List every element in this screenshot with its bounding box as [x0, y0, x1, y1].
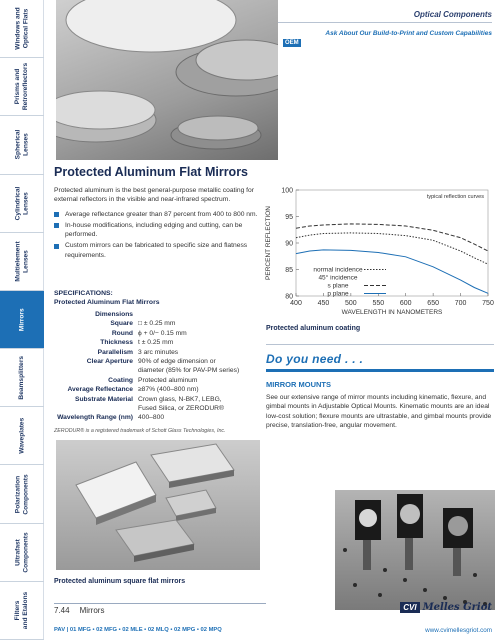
specifications-table — [54, 310, 264, 423]
sidebar-tab-label: Prisms and Retroreflectors — [14, 63, 29, 111]
spec-label: Wavelength Range (nm) — [57, 414, 133, 422]
sidebar-tab-label: Waveplates — [18, 417, 26, 454]
spec-row — [54, 348, 264, 357]
chart-caption: Protected aluminum coating — [266, 325, 361, 332]
dyn-divider — [266, 344, 494, 345]
brand-logo: CVI Melles Griot — [400, 602, 492, 613]
spec-row — [54, 404, 264, 413]
bullet-square-icon — [54, 223, 59, 228]
sidebar-tab[interactable] — [0, 233, 44, 291]
reflection-chart — [262, 180, 498, 320]
product-intro: Protected aluminum is the best general-purpose metallic coating for external reflectors in the visible and near-infrared spectrum. — [54, 187, 254, 204]
sidebar-tab-label: Spherical Lenses — [14, 130, 29, 160]
y-tick-label: 90 — [285, 240, 293, 248]
spec-value: ϕ + 0/− 0.15 mm — [138, 329, 187, 337]
spec-label: Clear Aperture — [86, 358, 133, 366]
dyn-accent-bar — [266, 369, 494, 372]
build-to-print-link[interactable]: Ask About Our Build-to-Print and Custom Capabilities — [325, 30, 492, 37]
chart-title: typical reflection curves — [426, 194, 484, 200]
website-link[interactable]: www.cvimellesgriot.com — [425, 627, 492, 634]
sidebar-tab[interactable] — [0, 407, 44, 465]
y-axis-label: PERCENT REFLECTION — [265, 206, 272, 280]
spec-value: □ ± 0.25 mm — [138, 320, 176, 328]
section-title: Optical Components — [413, 10, 492, 19]
mirror-mounts-photo — [335, 490, 495, 610]
sidebar-tab-label: Filters and Etalons — [14, 591, 29, 630]
legend-label: 45° incidence — [318, 274, 358, 282]
do-you-need-heading: Do you need . . . — [266, 352, 364, 366]
oem-badge: OEM — [285, 40, 299, 46]
trademark-note: ZERODUR® is a registered trademark of Schott Glass Technologies, Inc. — [54, 428, 226, 434]
bullet-square-icon — [54, 244, 59, 249]
sidebar-tab[interactable] — [0, 58, 44, 116]
sidebar-tab[interactable] — [0, 291, 44, 349]
sidebar-tab[interactable] — [0, 0, 44, 58]
x-tick-label: 650 — [427, 300, 439, 307]
spec-value: Protected aluminum — [138, 376, 198, 384]
spec-value: diameter (85% for PAV-PM series) — [138, 367, 240, 375]
legend-label: s plane — [327, 282, 349, 290]
spec-row — [54, 319, 264, 328]
spec-row — [54, 366, 264, 375]
feature-item: Average reflectance greater than 87 percent from 400 to 800 nm. — [54, 210, 264, 219]
square-mirrors-caption: Protected aluminum square flat mirrors — [54, 578, 186, 585]
x-tick-label: 500 — [345, 300, 357, 307]
spec-label: Round — [111, 329, 133, 337]
spec-label: Thickness — [100, 339, 133, 347]
spec-row — [54, 376, 264, 385]
product-codes: PAV | 01 MFG • 02 MFG • 02 MLE • 02 MLQ • 02 MPG • 02 MPQ — [54, 627, 222, 633]
spec-value: ≥87% (400–800 nm) — [138, 386, 199, 394]
spec-row — [54, 385, 264, 394]
spec-label — [54, 366, 138, 375]
product-title: Protected Aluminum Flat Mirrors — [54, 165, 249, 179]
x-tick-label: 550 — [372, 300, 385, 307]
spec-label: Substrate Material — [75, 395, 133, 403]
spec-label: Coating — [108, 376, 133, 384]
sidebar-tab[interactable] — [0, 524, 44, 582]
series-line-1 — [296, 224, 488, 251]
spec-row — [54, 310, 264, 319]
x-tick-label: 600 — [399, 300, 412, 307]
x-tick-label: 700 — [454, 300, 467, 307]
feature-list — [54, 210, 264, 262]
spec-label — [54, 404, 138, 413]
spec-row — [54, 329, 264, 338]
y-tick-label: 95 — [285, 214, 293, 221]
spec-label: Parallelism — [97, 348, 133, 356]
section-sidebar — [0, 0, 44, 640]
round-mirrors-photo — [56, 0, 278, 160]
x-tick-label: 750 — [482, 300, 494, 307]
square-mirrors-photo — [56, 440, 260, 570]
y-tick-label: 100 — [281, 187, 293, 195]
y-tick-label: 80 — [285, 293, 293, 301]
sidebar-tab-label: Ultrafast Components — [14, 532, 29, 573]
sidebar-tab[interactable] — [0, 582, 44, 640]
mirror-mounts-text: See our extensive range of mirror mounts including kinematic, flexure, and gimbal mounts in Adjustable Optical Mounts. Kinematic mounts are an ideal low-cost solution; flexure mounts are ultrastable, and gimbal mounts provide precise, translation-free, angular movement. — [266, 394, 492, 430]
sidebar-tab[interactable] — [0, 175, 44, 233]
page-number: 7.44 Mirrors — [54, 606, 105, 615]
sidebar-tab[interactable] — [0, 116, 44, 174]
spec-value: Fused Silica, or ZERODUR® — [138, 405, 224, 413]
sidebar-tab-label: Mirrors — [18, 308, 26, 331]
sidebar-tab-label: Cylindrical Lenses — [14, 186, 29, 220]
spec-label: Dimensions — [95, 311, 133, 318]
sidebar-tab[interactable] — [0, 349, 44, 407]
mirror-mounts-heading: MIRROR MOUNTS — [266, 380, 331, 389]
legend-label: normal incidence — [313, 266, 363, 274]
footer-divider — [54, 603, 266, 604]
sidebar-tab-label: Polarization Components — [14, 473, 29, 515]
x-tick-label: 400 — [290, 300, 302, 307]
legend-label: p plane — [327, 290, 349, 298]
sidebar-tab-label: Windows and Optical Flats — [14, 7, 29, 50]
spec-value: Crown glass, N-BK7, LEBG, — [138, 395, 222, 403]
spec-value — [138, 310, 264, 319]
spec-row — [54, 357, 264, 366]
spec-label: Average Reflectance — [67, 386, 133, 394]
x-tick-label: 450 — [317, 300, 330, 307]
sidebar-tab[interactable] — [0, 465, 44, 523]
spec-row — [54, 338, 264, 347]
feature-item: In-house modifications, including edging and cutting, can be performed. — [54, 221, 264, 240]
spec-value: t ± 0.25 mm — [138, 339, 174, 347]
sidebar-tab-label: Beamsplitters — [18, 355, 26, 400]
spec-label: Square — [110, 320, 133, 328]
reflection-chart-svg — [262, 180, 498, 320]
spec-row — [54, 395, 264, 404]
spec-value: 400–800 — [138, 414, 165, 422]
y-tick-label: 85 — [285, 267, 293, 274]
feature-item: Custom mirrors can be fabricated to specific size and flatness requirements. — [54, 241, 264, 260]
bullet-square-icon — [54, 212, 59, 217]
sidebar-tab-label: Multielement Lenses — [14, 241, 29, 282]
spec-value: 90% of edge dimension or — [138, 358, 216, 366]
specifications-heading: SPECIFICATIONS: Protected Aluminum Flat Mirrors — [54, 290, 160, 306]
x-axis-label: WAVELENGTH IN NANOMETERS — [341, 309, 443, 316]
spec-value: 3 arc minutes — [138, 348, 179, 356]
spec-row — [54, 413, 264, 422]
